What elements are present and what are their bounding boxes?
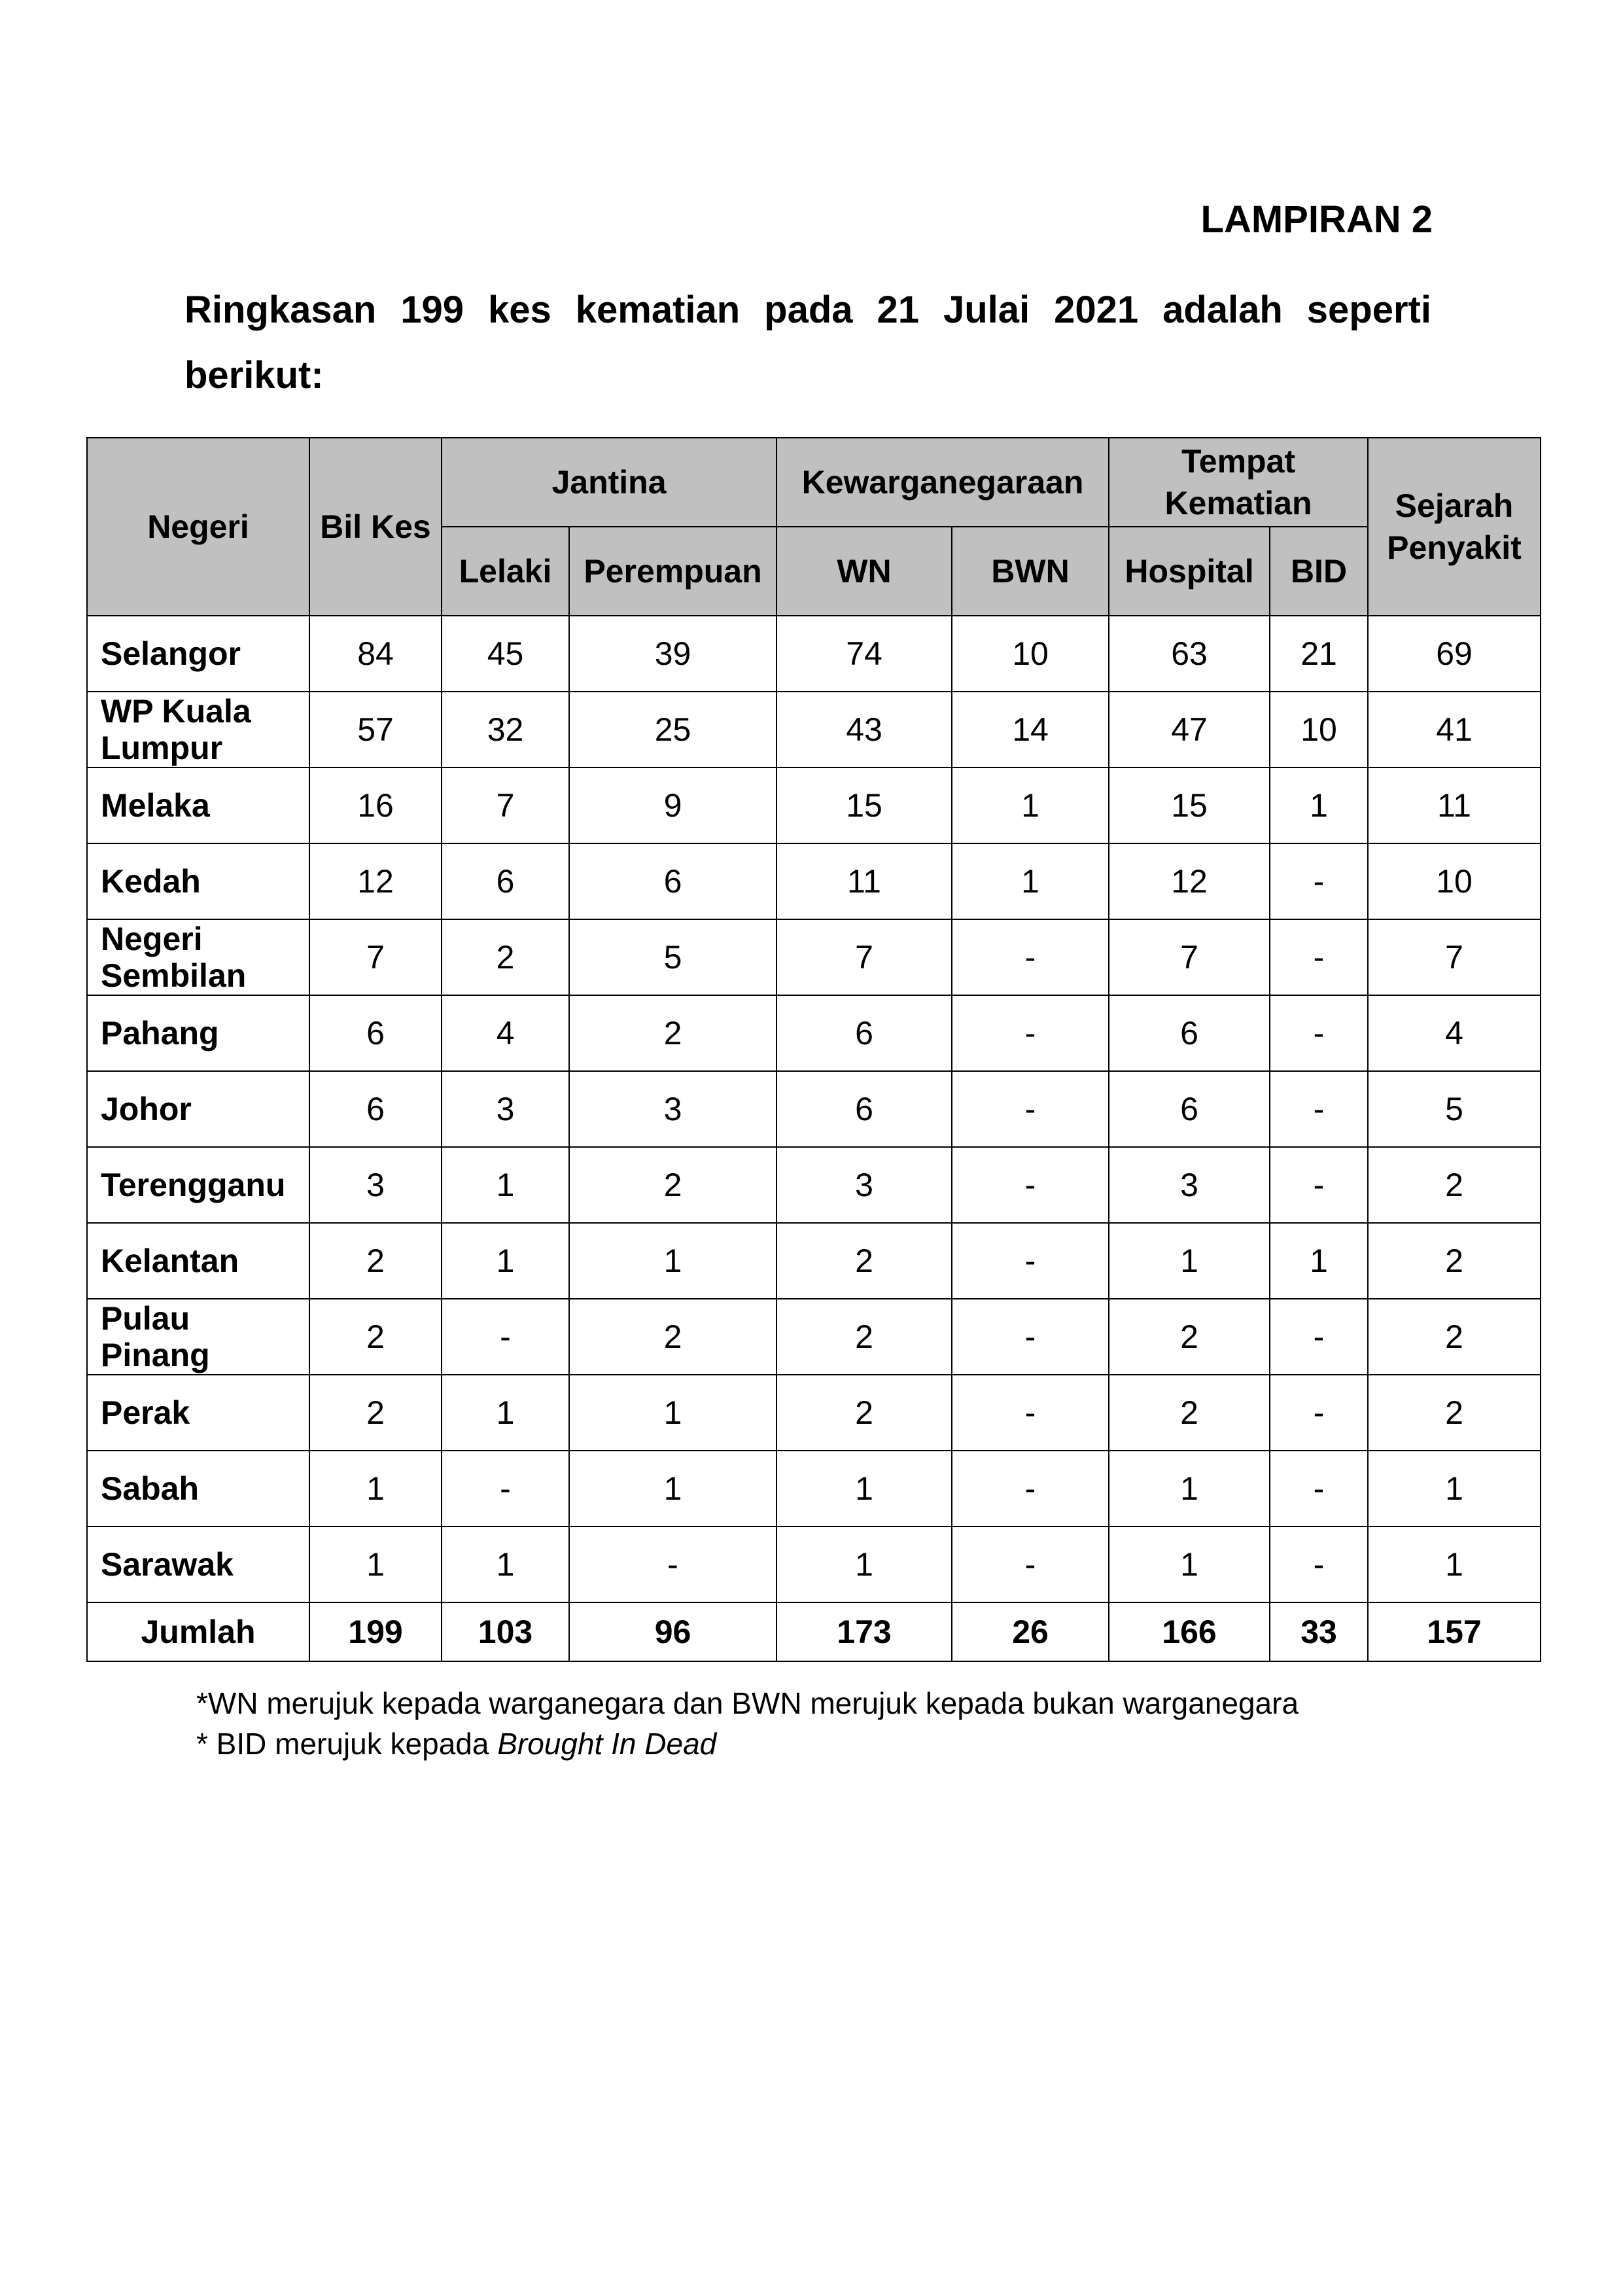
cell-state: Perak <box>87 1375 309 1451</box>
table-row <box>87 1299 1541 1375</box>
header-non-citizen: BWN <box>952 527 1109 616</box>
cell-cases: 12 <box>309 843 442 919</box>
cell-female: 2 <box>569 1299 777 1375</box>
total-cell-female: 96 <box>569 1602 777 1661</box>
cell-bid: 1 <box>1270 768 1368 843</box>
cell-hospital: 1 <box>1109 1223 1270 1299</box>
cell-citizen: 7 <box>777 919 952 995</box>
cell-male: 1 <box>442 1527 569 1602</box>
cell-female: 9 <box>569 768 777 843</box>
cell-cases: 3 <box>309 1147 442 1223</box>
cell-non-citizen: - <box>952 995 1109 1071</box>
cell-male: 1 <box>442 1223 569 1299</box>
cell-hospital: 2 <box>1109 1299 1270 1375</box>
cell-medical-history: 1 <box>1368 1451 1541 1527</box>
cell-citizen: 11 <box>777 843 952 919</box>
table-body <box>87 616 1541 1661</box>
cell-non-citizen: - <box>952 1451 1109 1527</box>
cell-medical-history: 2 <box>1368 1375 1541 1451</box>
cell-bid: - <box>1270 995 1368 1071</box>
cell-female: 25 <box>569 692 777 768</box>
cell-female: 2 <box>569 1147 777 1223</box>
cell-non-citizen: 14 <box>952 692 1109 768</box>
cell-bid: - <box>1270 1527 1368 1602</box>
attachment-label: LAMPIRAN 2 <box>1200 198 1433 241</box>
cell-citizen: 1 <box>777 1451 952 1527</box>
cell-hospital: 1 <box>1109 1527 1270 1602</box>
cell-citizen: 2 <box>777 1223 952 1299</box>
cell-state: Terengganu <box>87 1147 309 1223</box>
cell-male: 7 <box>442 768 569 843</box>
cell-medical-history: 41 <box>1368 692 1541 768</box>
cell-male: 1 <box>442 1147 569 1223</box>
cell-male: 45 <box>442 616 569 692</box>
cell-non-citizen: 1 <box>952 843 1109 919</box>
header-medical-history: Sejarah Penyakit <box>1368 438 1541 616</box>
cell-cases: 1 <box>309 1451 442 1527</box>
cell-male: 1 <box>442 1375 569 1451</box>
cell-bid: - <box>1270 1071 1368 1147</box>
total-cell-male: 103 <box>442 1602 569 1661</box>
cell-citizen: 2 <box>777 1299 952 1375</box>
cell-medical-history: 69 <box>1368 616 1541 692</box>
cell-citizen: 3 <box>777 1147 952 1223</box>
cell-state: Johor <box>87 1071 309 1147</box>
cell-female: 1 <box>569 1451 777 1527</box>
cell-cases: 7 <box>309 919 442 995</box>
cell-bid: 21 <box>1270 616 1368 692</box>
cell-female: 39 <box>569 616 777 692</box>
header-hospital: Hospital <box>1109 527 1270 616</box>
footnote-bid-term: Brought In Dead <box>497 1727 717 1761</box>
table-row <box>87 616 1541 692</box>
cell-state: WP Kuala Lumpur <box>87 692 309 768</box>
cell-non-citizen: - <box>952 1527 1109 1602</box>
cell-citizen: 2 <box>777 1375 952 1451</box>
header-bid: BID <box>1270 527 1368 616</box>
table-row <box>87 919 1541 995</box>
cell-non-citizen: 1 <box>952 768 1109 843</box>
cell-medical-history: 11 <box>1368 768 1541 843</box>
cell-hospital: 2 <box>1109 1375 1270 1451</box>
cell-cases: 57 <box>309 692 442 768</box>
cell-non-citizen: - <box>952 1071 1109 1147</box>
header-citizenship: Kewarganegaraan <box>777 438 1109 527</box>
table-row <box>87 1223 1541 1299</box>
cell-citizen: 15 <box>777 768 952 843</box>
cell-medical-history: 2 <box>1368 1223 1541 1299</box>
cell-cases: 2 <box>309 1223 442 1299</box>
cell-cases: 2 <box>309 1375 442 1451</box>
cell-bid: - <box>1270 843 1368 919</box>
cell-bid: - <box>1270 919 1368 995</box>
cell-citizen: 43 <box>777 692 952 768</box>
cell-medical-history: 2 <box>1368 1147 1541 1223</box>
cell-state: Pulau Pinang <box>87 1299 309 1375</box>
cell-state: Sabah <box>87 1451 309 1527</box>
cell-female: 1 <box>569 1223 777 1299</box>
cell-cases: 16 <box>309 768 442 843</box>
header-citizen: WN <box>777 527 952 616</box>
cell-male: - <box>442 1451 569 1527</box>
table-row <box>87 768 1541 843</box>
total-cell-bid: 33 <box>1270 1602 1368 1661</box>
cell-medical-history: 7 <box>1368 919 1541 995</box>
cell-bid: 1 <box>1270 1223 1368 1299</box>
cell-male: 6 <box>442 843 569 919</box>
cell-medical-history: 10 <box>1368 843 1541 919</box>
cell-hospital: 12 <box>1109 843 1270 919</box>
table-row <box>87 1527 1541 1602</box>
cell-non-citizen: - <box>952 1299 1109 1375</box>
cell-bid: - <box>1270 1147 1368 1223</box>
cell-female: 2 <box>569 995 777 1071</box>
footnotes <box>196 1683 1299 1764</box>
cell-medical-history: 5 <box>1368 1071 1541 1147</box>
cell-male: - <box>442 1299 569 1375</box>
cell-non-citizen: 10 <box>952 616 1109 692</box>
footnote-bid <box>196 1723 1299 1764</box>
total-cell-cases: 199 <box>309 1602 442 1661</box>
cell-female: 6 <box>569 843 777 919</box>
cell-female: - <box>569 1527 777 1602</box>
cell-cases: 6 <box>309 1071 442 1147</box>
cell-hospital: 47 <box>1109 692 1270 768</box>
header-female: Perempuan <box>569 527 777 616</box>
cell-non-citizen: - <box>952 1147 1109 1223</box>
cell-hospital: 1 <box>1109 1451 1270 1527</box>
cell-cases: 1 <box>309 1527 442 1602</box>
table-header <box>87 438 1541 616</box>
cell-citizen: 6 <box>777 995 952 1071</box>
intro-paragraph: Ringkasan 199 kes kematian pada 21 Julai 2021 adalah seperti berikut: <box>184 289 1431 397</box>
cell-non-citizen: - <box>952 1375 1109 1451</box>
cell-bid: - <box>1270 1375 1368 1451</box>
cell-non-citizen: - <box>952 1223 1109 1299</box>
footnote-bid-prefix: * BID merujuk kepada <box>196 1727 498 1761</box>
header-place-of-death: Tempat Kematian <box>1109 438 1368 527</box>
footnote-wn: *WN merujuk kepada warganegara dan BWN merujuk kepada bukan warganegara <box>196 1686 1299 1720</box>
cell-female: 3 <box>569 1071 777 1147</box>
table-row <box>87 843 1541 919</box>
header-male: Lelaki <box>442 527 569 616</box>
total-label: Jumlah <box>87 1602 309 1661</box>
table-row <box>87 1451 1541 1527</box>
cell-hospital: 3 <box>1109 1147 1270 1223</box>
cell-state: Kelantan <box>87 1223 309 1299</box>
table-row <box>87 1071 1541 1147</box>
cell-state: Sarawak <box>87 1527 309 1602</box>
cell-female: 1 <box>569 1375 777 1451</box>
cell-medical-history: 2 <box>1368 1299 1541 1375</box>
cell-medical-history: 1 <box>1368 1527 1541 1602</box>
cell-state: Selangor <box>87 616 309 692</box>
total-cell-non-citizen: 26 <box>952 1602 1109 1661</box>
cell-state: Pahang <box>87 995 309 1071</box>
cell-state: Negeri Sembilan <box>87 919 309 995</box>
header-state: Negeri <box>87 438 309 616</box>
cell-non-citizen: - <box>952 919 1109 995</box>
death-summary-table <box>86 437 1541 1662</box>
cell-hospital: 7 <box>1109 919 1270 995</box>
total-cell-hospital: 166 <box>1109 1602 1270 1661</box>
cell-cases: 6 <box>309 995 442 1071</box>
total-row <box>87 1602 1541 1661</box>
table-row <box>87 1147 1541 1223</box>
cell-male: 4 <box>442 995 569 1071</box>
cell-hospital: 63 <box>1109 616 1270 692</box>
cell-hospital: 6 <box>1109 1071 1270 1147</box>
cell-female: 5 <box>569 919 777 995</box>
cell-male: 2 <box>442 919 569 995</box>
cell-cases: 84 <box>309 616 442 692</box>
cell-citizen: 6 <box>777 1071 952 1147</box>
total-cell-citizen: 173 <box>777 1602 952 1661</box>
table-row <box>87 692 1541 768</box>
cell-state: Kedah <box>87 843 309 919</box>
cell-citizen: 74 <box>777 616 952 692</box>
cell-hospital: 15 <box>1109 768 1270 843</box>
table-row <box>87 995 1541 1071</box>
cell-citizen: 1 <box>777 1527 952 1602</box>
cell-male: 3 <box>442 1071 569 1147</box>
cell-hospital: 6 <box>1109 995 1270 1071</box>
cell-bid: - <box>1270 1451 1368 1527</box>
cell-male: 32 <box>442 692 569 768</box>
cell-medical-history: 4 <box>1368 995 1541 1071</box>
total-cell-medical-history: 157 <box>1368 1602 1541 1661</box>
cell-bid: 10 <box>1270 692 1368 768</box>
header-gender: Jantina <box>442 438 777 527</box>
header-cases: Bil Kes <box>309 438 442 616</box>
cell-cases: 2 <box>309 1299 442 1375</box>
table-row <box>87 1375 1541 1451</box>
cell-state: Melaka <box>87 768 309 843</box>
cell-bid: - <box>1270 1299 1368 1375</box>
